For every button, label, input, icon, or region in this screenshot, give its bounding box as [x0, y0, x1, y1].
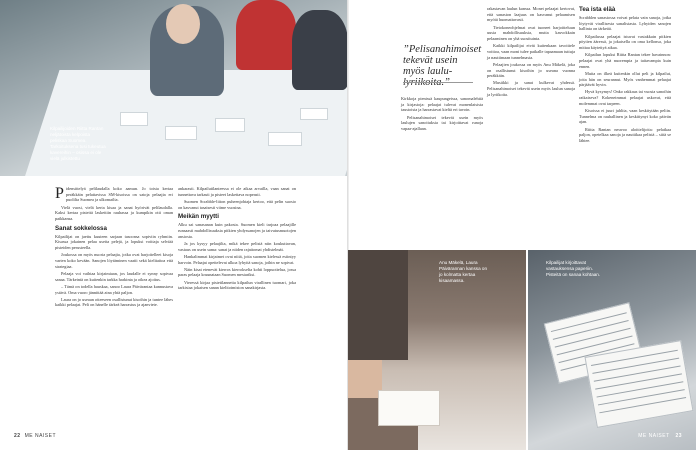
section-heading: Meikän myytti	[178, 213, 219, 221]
photo-sheet	[584, 340, 693, 428]
body-paragraph: Hankalimmat kirjaimet ovat niitä, joita suomen kielessä esiintyy harvoin. Pelaajat opettelevat ulkoa lyhyitä sanoja, joihin ne sopivat.	[178, 253, 296, 265]
magazine-title: ME NAISET	[24, 433, 57, 439]
body-paragraph: Kilpailussa pelaajat istuvat vastakkain pitkien pöytien ääressä, ja jokaisella on oma kellonsa, joka mittaa käytettyä aikaa.	[579, 33, 671, 51]
body-paragraph: rakastavan laulun kanssa. Monet pelaajat kertovat, että sanaston laajuus on kasvanut pelaamisen myötä huomattavasti.	[487, 6, 575, 23]
body-paragraph: Pelisanahimoiset tekevät usein myös laulujen sanoituksia tai kirjoittavat runoja vapaa-ajallaan.	[401, 114, 483, 132]
body-paragraph: Muita on ilkeä kuitenkin ollut peli ja kilpailut, joita hän on seurannut. Myös vanhemmat pelaajat pärjäävät hyvin.	[579, 70, 671, 88]
pull-quote-rule	[403, 82, 473, 83]
photo-caption: Anu Mäkelä, Laura Päivärannan kanssa on jo kolmatta kertaa kisaamassa.	[439, 260, 488, 283]
intro-paragraph: Pidensittelyä pelilaudalla koko aamun. Jo toista kertaa peräkkäin pelattavissa SM-kisoissa on satoja pelaajia eri puolilta Suomea ja ulkomailta.	[55, 185, 173, 203]
body-paragraph: Kirkkoja pienissä kaupungeissa, sanomalehtiä ja kirjastoja: pelaajat tulevat monenlaisista taustoista ja harrastavat kieltä eri tavoin.	[401, 96, 483, 113]
body-paragraph: Näin kisat etenevät kierros kierrokselta kohti loppuottelua, jossa paras pelaaja kruunataan Suomen mestariksi.	[178, 266, 296, 278]
drop-cap: P	[55, 185, 64, 202]
photo-paper	[268, 132, 302, 146]
photo-person	[348, 250, 408, 360]
photo-caption: Kilpailijoiden Riitta Rantan neljätoista kelpoista peliskaa Suomea. Tarkoituksena tusi tukeutua kavereihin – osissa ei ole vielä julkistettu	[50, 126, 106, 161]
body-paragraph: Musiikki ja sanat kulkevat yhdessä. Pelisanahimoiset tekevät usein myös laulun sanoja ja lyriikoita.	[487, 80, 575, 97]
photo-paper	[300, 108, 328, 120]
body-paragraph: Ja jos kysyy pelaajilta, mikä tekee pelistä niin koukuttavan, vastaus on usein sama: sanat ja niiden rajattomat yhdistelmät.	[178, 240, 296, 252]
page-number: 22	[14, 433, 21, 439]
body-paragraph: Kisoissa ei juuri juhlita, vaan keskitytään peliin. Tunnelma on rauhallinen ja keskittynyt koko päivän ajan.	[579, 108, 671, 125]
body-paragraph: Suomen Scrabble-liiton puheenjohtaja kertoo, että pelin suosio on kasvanut tasaisesti viime vuosina.	[178, 198, 296, 210]
article-column-3	[401, 96, 483, 133]
body-paragraph: Laura on jo useaan otteeseen osallistunut kisoihin ja tuntee lähes kaikki pelaajat. Peli on hänelle tärkeä harrastus ja ajanviete.	[55, 296, 173, 308]
right-page	[348, 0, 696, 450]
body-paragraph: Tietokoneohjelmat ovat tuoneet harjoitteluun uusia mahdollisuuksia, mutta kasvokkain pelaaminen on yhä suosituinta.	[487, 24, 575, 42]
photo-person-red	[236, 0, 296, 70]
body-paragraph: Pelaaja voi vaihtaa kirjaimiaan, jos laudalle ei synny sopivaa sanaa. Tärkeintä on kuitenkin tarkka harkinta ja oikea ajoitus.	[55, 270, 173, 282]
body-paragraph: Pelaajien joukossa on myös Anu Mäkelä, joka on osallistunut kisoihin jo useana vuonna peräkkäin.	[487, 61, 575, 79]
article-column-1	[55, 186, 173, 310]
folio-left	[14, 433, 56, 439]
photo-person-dark	[292, 10, 348, 90]
body-paragraph: Joukossa on myös nuoria pelaajia, jotka ovat harjoitelleet kisoja varten koko kevään. Sanojen löytäminen vaatii sekä kielitaitoa että strategiaa.	[55, 252, 173, 269]
body-paragraph: Kilpailijat on jaettu kuuteen sarjaan tasoonsa sopiviin ryhmiin. Kisassa jokainen pelaa useita pelejä, ja lopuksi voittaja selviää pisteiden perusteella.	[55, 233, 173, 251]
body-paragraph: ankarasti. Kilpailutilanteessa ei ole aikaa arvailla, vaan sanat on tunnettava tarkasti ja pisteet laskettava nopeasti.	[178, 186, 296, 197]
article-column-2	[178, 186, 296, 293]
photo-paper	[378, 390, 440, 426]
photo-paper	[215, 118, 245, 132]
photo-scrabble-players	[0, 0, 348, 176]
body-paragraph: Scrabblen sanastossa voivat pelata vain sanoja, jotka löytyvät virallisesta sanalistasta. Lyhyiden sanojen hallinta on tärkeää.	[579, 15, 671, 32]
photo-ballot-sheets	[528, 250, 696, 450]
body-paragraph: Kilpailun lopuksi Riitta Rantan tekee havainnon: pelaajat ovat yhä nuorempia ja taitavampia kuin ennen.	[579, 52, 671, 69]
photo-paper	[120, 112, 148, 126]
photo-caption: Kilpailijat kirjoittavat vastauksensa paperiin. Pisteitä on sanaa kohtaan.	[546, 260, 601, 277]
article-column-5	[579, 6, 671, 145]
body-paragraph: Vielä vuosi, vielä kerta kisaa ja sanat hyörivät pelilaudalla. Kaksi kertaa pisteitä laskettiin rauhassa ja kumpikin otti oman paikkansa.	[55, 204, 173, 222]
magazine-title: ME NAISET	[638, 433, 670, 439]
page-number: 23	[675, 433, 682, 439]
section-heading: Tea ista eläà	[579, 6, 616, 13]
article-column-4	[487, 6, 575, 99]
body-paragraph: Hyvä kysymys! Onko rakkaus tai vuosia sanoihin ratkaiseva? Kokeneimmat pelaajat uskovat, että molemmat ovat tarpeen.	[579, 89, 671, 106]
pull-quote: ”Pelisanahimoiset tekevät usein myös laulu-	[403, 44, 482, 77]
photo-face	[166, 4, 200, 44]
body-paragraph: Kaikki kilpailijat eivät kuitenkaan tavoittele voittoa, vaan moni tulee paikalle tapaamaan tuttuja ja nauttimaan tunnelmasta.	[487, 43, 575, 60]
body-paragraph: Alku sai sanasanan kuin pakosta. Suomen kieli tarjoaa pelaajille runsaasti mahdollisuuksia pitkien yhdyssanojen ja taivutusmuotojen ansiosta.	[178, 222, 296, 239]
section-heading: Sanat sokkelossa	[55, 224, 107, 232]
photo-face	[348, 360, 382, 398]
folio-right	[638, 433, 682, 439]
body-paragraph: Riitta Rantan neuvoo aloittelijoita: pelatkaa paljon, opetelkaa sanoja ja nauttikaa pelistä – siitä se lähtee.	[579, 126, 671, 144]
photo-paper	[165, 126, 197, 140]
body-paragraph: Vieressä kirjaa pistetilannetta kilpailun virallinen tuomari, joka tarkistaa jokaisen sanan kielitoimiston sanakirjasta.	[178, 279, 296, 291]
body-paragraph: – Tämä on todella hauskaa, sanoo Laura Päivärantaa kannustava ystävä. Oma vuoro jännittää aina yhtä paljon.	[55, 283, 173, 295]
photo-players-writing	[348, 250, 526, 450]
